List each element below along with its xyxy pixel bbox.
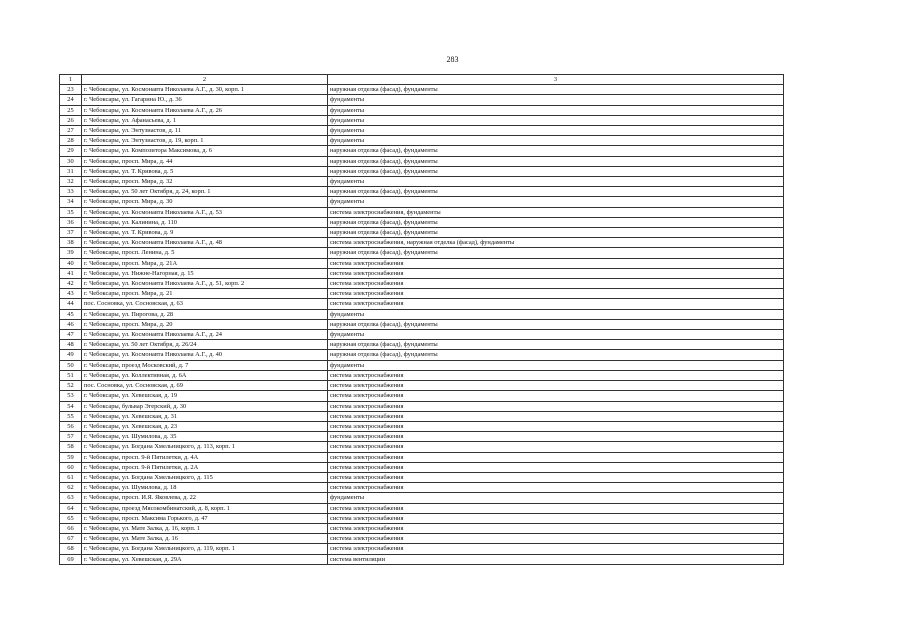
works-cell: наружная отделка (фасад), фундаменты bbox=[328, 248, 784, 258]
address-cell: г. Чебоксары, ул. Богдана Хмельницкого, д. 113, корп. 1 bbox=[82, 442, 328, 452]
row-number-cell: 53 bbox=[60, 391, 82, 401]
address-cell: г. Чебоксары, ул. Хевешская, д. 23 bbox=[82, 421, 328, 431]
address-cell: г. Чебоксары, ул. Космонавта Николаева А.Г., д. 48 bbox=[82, 238, 328, 248]
row-number-cell: 34 bbox=[60, 197, 82, 207]
table-row bbox=[60, 258, 784, 268]
row-number-cell: 56 bbox=[60, 421, 82, 431]
works-cell: фундаменты bbox=[328, 493, 784, 503]
works-cell: система электроснабжения bbox=[328, 370, 784, 380]
works-cell: система электроснабжения, фундаменты bbox=[328, 207, 784, 217]
works-cell: система электроснабжения bbox=[328, 534, 784, 544]
address-cell: г. Чебоксары, ул. Нижне-Нагорная, д. 15 bbox=[82, 268, 328, 278]
table-row bbox=[60, 187, 784, 197]
row-number-cell: 26 bbox=[60, 115, 82, 125]
table-row bbox=[60, 136, 784, 146]
address-cell: г. Чебоксары, проезд Московский, д. 7 bbox=[82, 360, 328, 370]
table-row bbox=[60, 360, 784, 370]
works-cell: система электроснабжения bbox=[328, 483, 784, 493]
row-number-cell: 46 bbox=[60, 319, 82, 329]
row-number-cell: 50 bbox=[60, 360, 82, 370]
address-cell: г. Чебоксары, просп. Мира, д. 21 bbox=[82, 289, 328, 299]
works-cell: система электроснабжения bbox=[328, 452, 784, 462]
column-header-address: 2 bbox=[82, 75, 328, 85]
row-number-cell: 68 bbox=[60, 544, 82, 554]
address-cell: г. Чебоксары, просп. 9-й Пятилетки, д. 2А bbox=[82, 462, 328, 472]
table-row bbox=[60, 95, 784, 105]
address-cell: пос. Сосновка, ул. Сосновская, д. 69 bbox=[82, 381, 328, 391]
table-row bbox=[60, 105, 784, 115]
works-cell: система электроснабжения bbox=[328, 258, 784, 268]
address-cell: г. Чебоксары, ул. Т. Кривова, д. 9 bbox=[82, 228, 328, 238]
row-number-cell: 27 bbox=[60, 126, 82, 136]
table-row bbox=[60, 166, 784, 176]
works-cell: система электроснабжения bbox=[328, 279, 784, 289]
address-cell: г. Чебоксары, ул. Гагарина Ю., д. 36 bbox=[82, 95, 328, 105]
works-cell: система электроснабжения bbox=[328, 462, 784, 472]
address-cell: г. Чебоксары, проезд Мясокомбинатский, д. 8, корп. 1 bbox=[82, 503, 328, 513]
table-row bbox=[60, 401, 784, 411]
row-number-cell: 41 bbox=[60, 268, 82, 278]
table-row bbox=[60, 381, 784, 391]
row-number-cell: 40 bbox=[60, 258, 82, 268]
row-number-cell: 32 bbox=[60, 177, 82, 187]
address-cell: г. Чебоксары, ул. Композитора Максимова, д. 6 bbox=[82, 146, 328, 156]
address-cell: г. Чебоксары, просп. И.Я. Яковлева, д. 22 bbox=[82, 493, 328, 503]
works-cell: фундаменты bbox=[328, 197, 784, 207]
row-number-cell: 31 bbox=[60, 166, 82, 176]
address-cell: г. Чебоксары, ул. Космонавта Николаева А.Г., д. 53 bbox=[82, 207, 328, 217]
row-number-cell: 48 bbox=[60, 340, 82, 350]
row-number-cell: 63 bbox=[60, 493, 82, 503]
address-cell: г. Чебоксары, ул. Космонавта Николаева А.Г., д. 51, корп. 2 bbox=[82, 279, 328, 289]
address-cell: г. Чебоксары, ул. Шумилова, д. 18 bbox=[82, 483, 328, 493]
works-cell: фундаменты bbox=[328, 177, 784, 187]
row-number-cell: 54 bbox=[60, 401, 82, 411]
row-number-cell: 57 bbox=[60, 432, 82, 442]
table-row bbox=[60, 391, 784, 401]
address-cell: г. Чебоксары, бульвар Эгерский, д. 30 bbox=[82, 401, 328, 411]
row-number-cell: 45 bbox=[60, 309, 82, 319]
works-cell: наружная отделка (фасад), фундаменты bbox=[328, 156, 784, 166]
address-cell: г. Чебоксары, просп. Мира, д. 21А bbox=[82, 258, 328, 268]
table-row bbox=[60, 493, 784, 503]
works-cell: фундаменты bbox=[328, 115, 784, 125]
works-cell: система электроснабжения bbox=[328, 432, 784, 442]
column-header-number: 1 bbox=[60, 75, 82, 85]
works-cell: наружная отделка (фасад), фундаменты bbox=[328, 85, 784, 95]
table-row bbox=[60, 462, 784, 472]
table-row bbox=[60, 146, 784, 156]
works-cell: система электроснабжения bbox=[328, 442, 784, 452]
row-number-cell: 37 bbox=[60, 228, 82, 238]
row-number-cell: 47 bbox=[60, 330, 82, 340]
address-cell: г. Чебоксары, ул. Пирогова, д. 28 bbox=[82, 309, 328, 319]
table-row bbox=[60, 279, 784, 289]
address-cell: г. Чебоксары, ул. Хевешская, д. 19 bbox=[82, 391, 328, 401]
works-cell: фундаменты bbox=[328, 126, 784, 136]
table-row bbox=[60, 534, 784, 544]
table-row bbox=[60, 340, 784, 350]
works-cell: наружная отделка (фасад), фундаменты bbox=[328, 187, 784, 197]
address-cell: г. Чебоксары, ул. Космонавта Николаева А.Г., д. 26 bbox=[82, 105, 328, 115]
table-row bbox=[60, 330, 784, 340]
works-cell: фундаменты bbox=[328, 360, 784, 370]
row-number-cell: 67 bbox=[60, 534, 82, 544]
table-row bbox=[60, 483, 784, 493]
row-number-cell: 59 bbox=[60, 452, 82, 462]
row-number-cell: 43 bbox=[60, 289, 82, 299]
table-row bbox=[60, 268, 784, 278]
table-row bbox=[60, 217, 784, 227]
address-cell: г. Чебоксары, ул. Энтузиастов, д. 11 bbox=[82, 126, 328, 136]
address-cell: г. Чебоксары, ул. Космонавта Николаева А.Г., д. 24 bbox=[82, 330, 328, 340]
table-row bbox=[60, 442, 784, 452]
address-works-table bbox=[59, 74, 784, 565]
address-cell: г. Чебоксары, ул. 50 лет Октября, д. 24, корп. 1 bbox=[82, 187, 328, 197]
column-header-works: 3 bbox=[328, 75, 784, 85]
table-header-row bbox=[60, 75, 784, 85]
table-row bbox=[60, 370, 784, 380]
table-row bbox=[60, 85, 784, 95]
table-row bbox=[60, 503, 784, 513]
works-cell: наружная отделка (фасад), фундаменты bbox=[328, 228, 784, 238]
row-number-cell: 28 bbox=[60, 136, 82, 146]
address-cell: г. Чебоксары, ул. Афанасьева, д. 1 bbox=[82, 115, 328, 125]
works-cell: фундаменты bbox=[328, 105, 784, 115]
address-cell: г. Чебоксары, просп. Максима Горького, д. 47 bbox=[82, 513, 328, 523]
row-number-cell: 44 bbox=[60, 299, 82, 309]
works-cell: система электроснабжения bbox=[328, 513, 784, 523]
works-cell: система электроснабжения bbox=[328, 544, 784, 554]
address-cell: г. Чебоксары, ул. 50 лет Октября, д. 26/24 bbox=[82, 340, 328, 350]
address-cell: г. Чебоксары, просп. 9-й Пятилетки, д. 4А bbox=[82, 452, 328, 462]
works-cell: наружная отделка (фасад), фундаменты bbox=[328, 319, 784, 329]
works-cell: система электроснабжения bbox=[328, 421, 784, 431]
table-row bbox=[60, 319, 784, 329]
works-cell: фундаменты bbox=[328, 309, 784, 319]
row-number-cell: 69 bbox=[60, 554, 82, 564]
table-row bbox=[60, 513, 784, 523]
address-cell: г. Чебоксары, ул. Мате Залка, д. 16 bbox=[82, 534, 328, 544]
address-cell: г. Чебоксары, ул. Коллективная, д. 6А bbox=[82, 370, 328, 380]
table-row bbox=[60, 350, 784, 360]
works-cell: система электроснабжения bbox=[328, 523, 784, 533]
address-cell: г. Чебоксары, просп. Мира, д. 30 bbox=[82, 197, 328, 207]
row-number-cell: 29 bbox=[60, 146, 82, 156]
table-row bbox=[60, 197, 784, 207]
works-cell: система электроснабжения bbox=[328, 268, 784, 278]
address-cell: г. Чебоксары, просп. Ленина, д. 5 bbox=[82, 248, 328, 258]
works-cell: система электроснабжения bbox=[328, 289, 784, 299]
row-number-cell: 61 bbox=[60, 472, 82, 482]
row-number-cell: 62 bbox=[60, 483, 82, 493]
works-cell: система электроснабжения bbox=[328, 472, 784, 482]
works-cell: система электроснабжения bbox=[328, 391, 784, 401]
table-row bbox=[60, 411, 784, 421]
works-cell: система электроснабжения, наружная отделка (фасад), фундаменты bbox=[328, 238, 784, 248]
address-cell: г. Чебоксары, ул. Богдана Хмельницкого, д. 115 bbox=[82, 472, 328, 482]
table-row bbox=[60, 554, 784, 564]
table-row bbox=[60, 432, 784, 442]
table-row bbox=[60, 452, 784, 462]
works-cell: фундаменты bbox=[328, 136, 784, 146]
row-number-cell: 66 bbox=[60, 523, 82, 533]
address-cell: г. Чебоксары, просп. Мира, д. 20 bbox=[82, 319, 328, 329]
table-row bbox=[60, 248, 784, 258]
works-cell: фундаменты bbox=[328, 330, 784, 340]
address-cell: г. Чебоксары, ул. Мате Залка, д. 16, корп. 1 bbox=[82, 523, 328, 533]
row-number-cell: 51 bbox=[60, 370, 82, 380]
table-row bbox=[60, 238, 784, 248]
address-cell: г. Чебоксары, ул. Калинина, д. 110 bbox=[82, 217, 328, 227]
page-number: 283 bbox=[446, 55, 459, 64]
row-number-cell: 36 bbox=[60, 217, 82, 227]
works-cell: наружная отделка (фасад), фундаменты bbox=[328, 350, 784, 360]
table-row bbox=[60, 421, 784, 431]
row-number-cell: 42 bbox=[60, 279, 82, 289]
row-number-cell: 52 bbox=[60, 381, 82, 391]
table-row bbox=[60, 544, 784, 554]
row-number-cell: 23 bbox=[60, 85, 82, 95]
address-cell: г. Чебоксары, ул. Шумилова, д. 35 bbox=[82, 432, 328, 442]
works-cell: наружная отделка (фасад), фундаменты bbox=[328, 340, 784, 350]
table-row bbox=[60, 289, 784, 299]
works-cell: система вентиляции bbox=[328, 554, 784, 564]
address-cell: г. Чебоксары, ул. Богдана Хмельницкого, д. 119, корп. 1 bbox=[82, 544, 328, 554]
row-number-cell: 38 bbox=[60, 238, 82, 248]
works-cell: наружная отделка (фасад), фундаменты bbox=[328, 217, 784, 227]
table-row bbox=[60, 309, 784, 319]
works-cell: система электроснабжения bbox=[328, 503, 784, 513]
works-cell: наружная отделка (фасад), фундаменты bbox=[328, 166, 784, 176]
row-number-cell: 24 bbox=[60, 95, 82, 105]
row-number-cell: 49 bbox=[60, 350, 82, 360]
row-number-cell: 58 bbox=[60, 442, 82, 452]
address-cell: г. Чебоксары, ул. Энтузиастов, д. 19, корп. 1 bbox=[82, 136, 328, 146]
table-row bbox=[60, 523, 784, 533]
works-cell: система электроснабжения bbox=[328, 411, 784, 421]
table-row bbox=[60, 126, 784, 136]
address-cell: г. Чебоксары, просп. Мира, д. 44 bbox=[82, 156, 328, 166]
works-cell: система электроснабжения bbox=[328, 299, 784, 309]
table-row bbox=[60, 207, 784, 217]
address-cell: г. Чебоксары, ул. Космонавта Николаева А.Г., д. 30, корп. 1 bbox=[82, 85, 328, 95]
table-row bbox=[60, 228, 784, 238]
works-cell: система электроснабжения bbox=[328, 401, 784, 411]
table-row bbox=[60, 299, 784, 309]
works-cell: система электроснабжения bbox=[328, 381, 784, 391]
table-row bbox=[60, 177, 784, 187]
row-number-cell: 30 bbox=[60, 156, 82, 166]
works-cell: фундаменты bbox=[328, 95, 784, 105]
row-number-cell: 35 bbox=[60, 207, 82, 217]
address-cell: г. Чебоксары, ул. Космонавта Николаева А.Г., д. 40 bbox=[82, 350, 328, 360]
address-cell: г. Чебоксары, ул. Т. Кривова, д. 5 bbox=[82, 166, 328, 176]
row-number-cell: 60 bbox=[60, 462, 82, 472]
works-cell: наружная отделка (фасад), фундаменты bbox=[328, 146, 784, 156]
address-cell: пос. Сосновка, ул. Сосновская, д. 63 bbox=[82, 299, 328, 309]
table-row bbox=[60, 115, 784, 125]
table-row bbox=[60, 472, 784, 482]
row-number-cell: 55 bbox=[60, 411, 82, 421]
table-row bbox=[60, 156, 784, 166]
row-number-cell: 33 bbox=[60, 187, 82, 197]
address-cell: г. Чебоксары, ул. Хевешская, д. 29А bbox=[82, 554, 328, 564]
address-cell: г. Чебоксары, ул. Хевешская, д. 31 bbox=[82, 411, 328, 421]
address-cell: г. Чебоксары, просп. Мира, д. 32 bbox=[82, 177, 328, 187]
row-number-cell: 39 bbox=[60, 248, 82, 258]
row-number-cell: 25 bbox=[60, 105, 82, 115]
row-number-cell: 65 bbox=[60, 513, 82, 523]
row-number-cell: 64 bbox=[60, 503, 82, 513]
